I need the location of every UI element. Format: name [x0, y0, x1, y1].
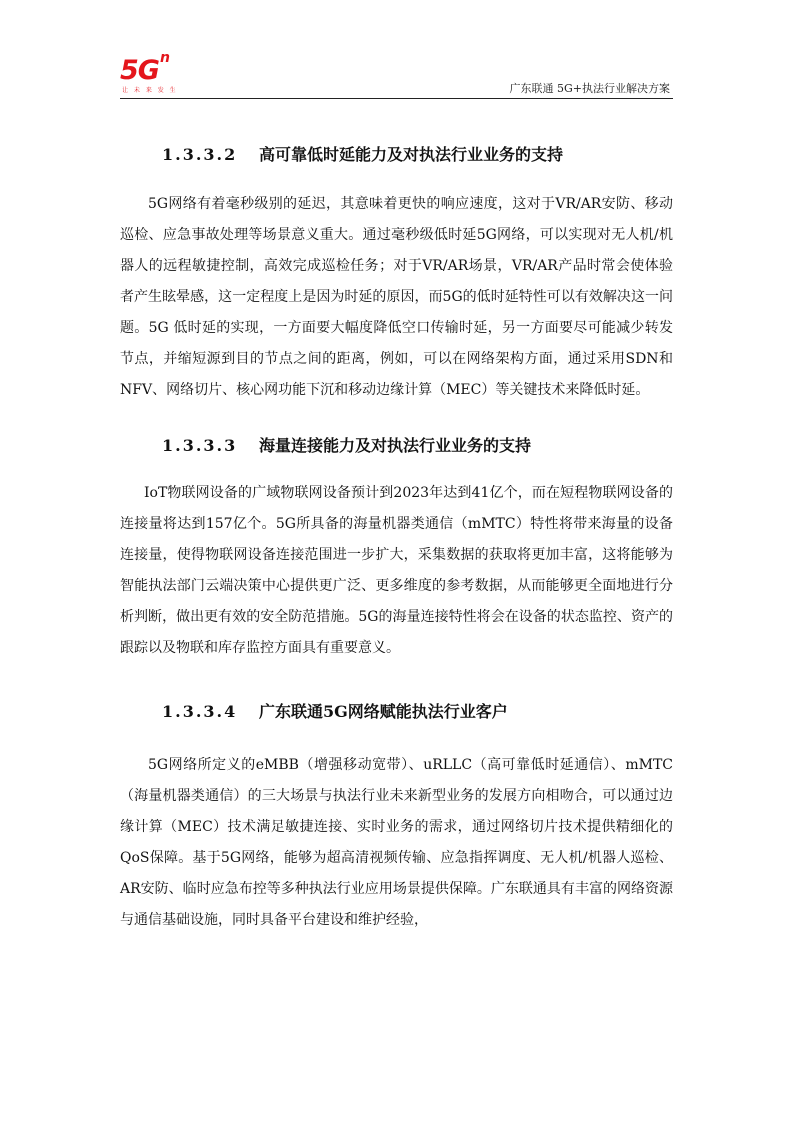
section-paragraph: 5G网络有着毫秒级别的延迟，其意味着更快的响应速度，这对于VR/AR安防、移动巡检、应急事故处理等场景意义重大。通过毫秒级低时延5G网络，可以实现对无人机/机器人的远程敏捷控制，高效完成巡检任务；对于VR/AR场景，VR/AR产品时常会使体验者产生眩晕感，这一定程度上是因为时延的原因，而5G的低时延特性可以有效解决这一问题。5G 低时延的实现，一方面要大幅度降低空口传输时延，另一方面要尽可能减少转发节点，并缩短源到目的节点之间的距离，例如，可以在网络架构方面，通过采用SDN和NFV、网络切片、核心网功能下沉和移动边缘计算（MEC）等关键技术来降低时延。: [120, 196, 673, 398]
section-paragraph: 5G网络所定义的eMBB（增强移动宽带）、uRLLC（高可靠低时延通信）、mMTC（海量机器类通信）的三大场景与执法行业未来新型业务的发展方向相吻合，可以通过边缘计算（MEC）技术满足敏捷连接、实时业务的需求，通过网络切片技术提供精细化的QoS保障。基于5G网络，能够为超高清视频传输、应急指挥调度、无人机/机器人巡检、AR安防、临时应急布控等多种执法行业应用场景提供保障。广东联通具有丰富的网络资源与通信基础设施，同时具备平台建设和维护经验，: [120, 757, 673, 928]
section-title: 海量连接能力及对执法行业业务的支持: [259, 436, 532, 455]
section-number: 1.3.3.4: [162, 702, 238, 721]
section-heading: [120, 692, 673, 732]
brand-logo: [120, 50, 190, 96]
section-heading: [120, 426, 673, 466]
header-divider: [120, 98, 673, 99]
section-title: 高可靠低时延能力及对执法行业业务的支持: [259, 145, 564, 164]
logo-superscript: n: [160, 50, 170, 66]
section-heading: [120, 135, 673, 175]
header-title: 广东联通 5G+执法行业解决方案: [509, 82, 670, 95]
section-number: 1.3.3.3: [162, 436, 238, 455]
section-number: 1.3.3.2: [162, 145, 238, 164]
logo-slogan: 让 未 来 发 生: [122, 87, 178, 94]
section-paragraph: IoT物联网设备的广域物联网设备预计到2023年达到41亿个，而在短程物联网设备的连接量将达到157亿个。5G所具备的海量机器类通信（mMTC）特性将带来海量的设备连接量，使得物联网设备连接范围进一步扩大，采集数据的获取将更加丰富，这将能够为智能执法部门云端决策中心提供更广泛、更多维度的参考数据，从而能够更全面地进行分析判断，做出更有效的安全防范措施。5G的海量连接特性将会在设备的状态监控、资产的跟踪以及物联和库存监控方面具有重要意义。: [120, 485, 673, 656]
document-body: [120, 134, 673, 936]
logo-mark: 5G: [120, 55, 159, 86]
section-title: 广东联通5G网络赋能执法行业客户: [259, 702, 508, 721]
